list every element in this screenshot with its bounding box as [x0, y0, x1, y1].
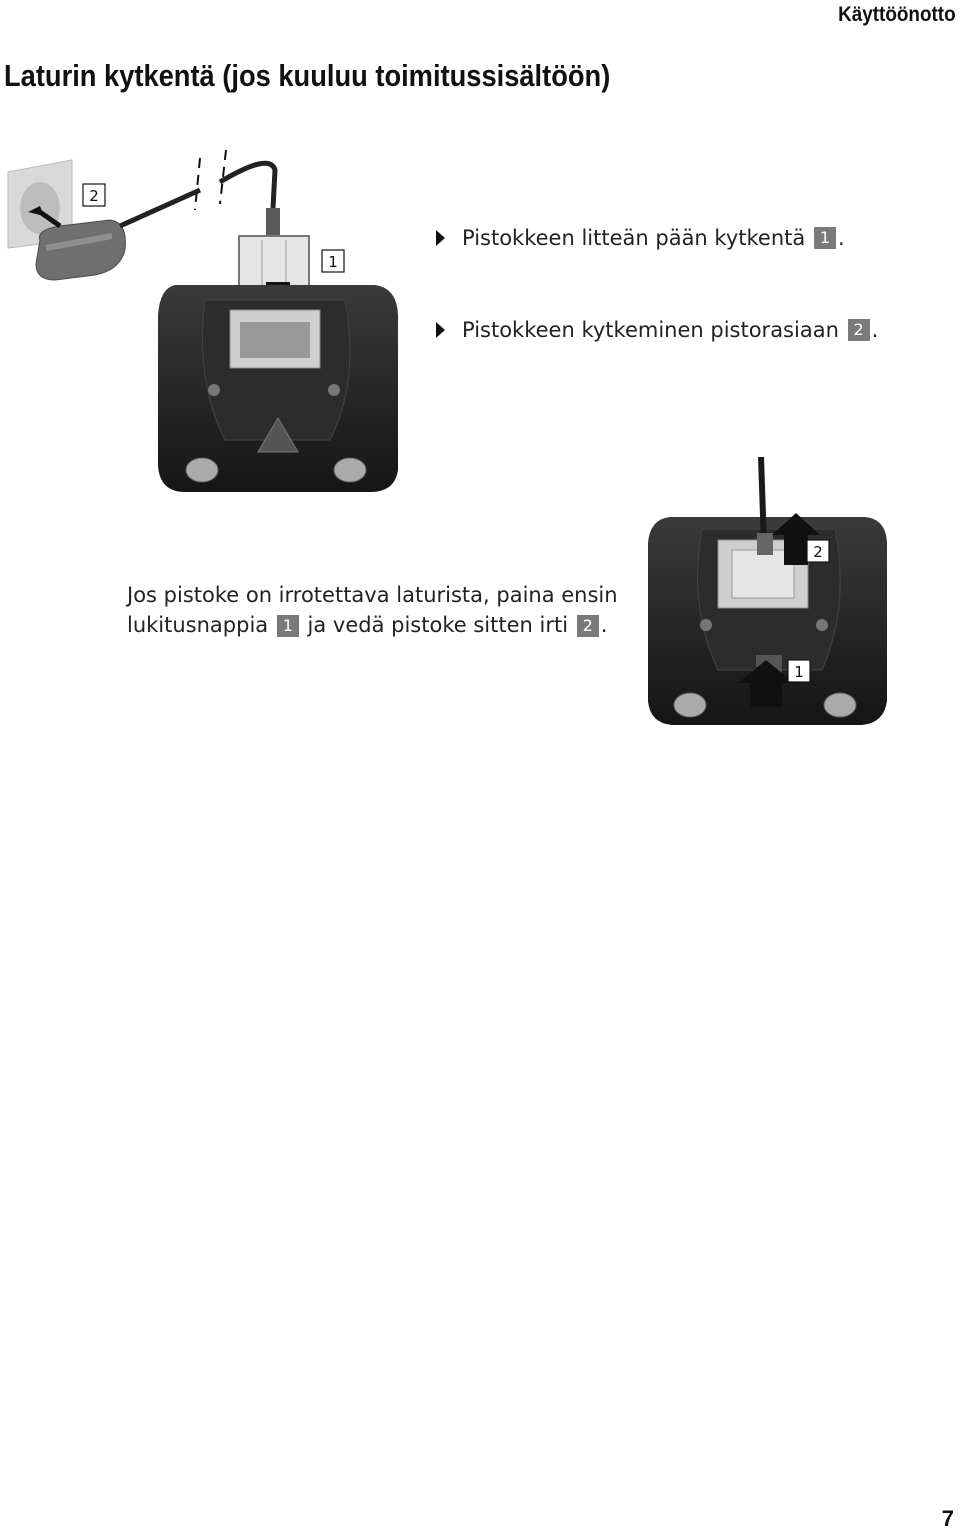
bullet-arrow-icon — [436, 322, 445, 338]
note-line-1: Jos pistoke on irrotettava laturista, paina ensin — [127, 583, 618, 607]
removal-note — [127, 580, 618, 640]
note-text-b: ja vedä pistoke sitten irti — [307, 613, 569, 637]
note-badge-1: 1 — [277, 615, 299, 637]
step-1-text: Pistokkeen litteän pään kytkentä — [462, 226, 806, 250]
step-1-badge: 1 — [814, 227, 836, 249]
plug-removal-illustration — [640, 455, 895, 735]
step-2 — [436, 318, 878, 342]
step-1 — [436, 226, 845, 250]
header-section-title: Käyttöönotto — [838, 3, 956, 26]
bullet-arrow-icon — [436, 230, 445, 246]
note-line-2 — [127, 610, 618, 640]
note-badge-2: 2 — [577, 615, 599, 637]
step-1-suffix: . — [837, 226, 845, 250]
step-2-text: Pistokkeen kytkeminen pistorasiaan — [462, 318, 839, 342]
callout-1-badge — [322, 250, 344, 272]
svg-text:2: 2 — [89, 187, 99, 205]
note-text-c: . — [600, 613, 608, 637]
page-title: Laturin kytkentä (jos kuuluu toimitussisältöön) — [4, 58, 611, 93]
note-text-a: lukitusnappia — [127, 613, 269, 637]
callout-2-badge — [807, 540, 829, 562]
step-2-suffix: . — [871, 318, 879, 342]
svg-text:2: 2 — [813, 543, 823, 561]
callout-2-badge — [83, 184, 105, 206]
charger-connection-illustration — [0, 140, 405, 500]
svg-text:1: 1 — [328, 253, 338, 271]
svg-text:1: 1 — [794, 663, 804, 681]
callout-1-badge — [788, 660, 810, 682]
step-2-badge: 2 — [848, 319, 870, 341]
page-number: 7 — [941, 1506, 954, 1531]
